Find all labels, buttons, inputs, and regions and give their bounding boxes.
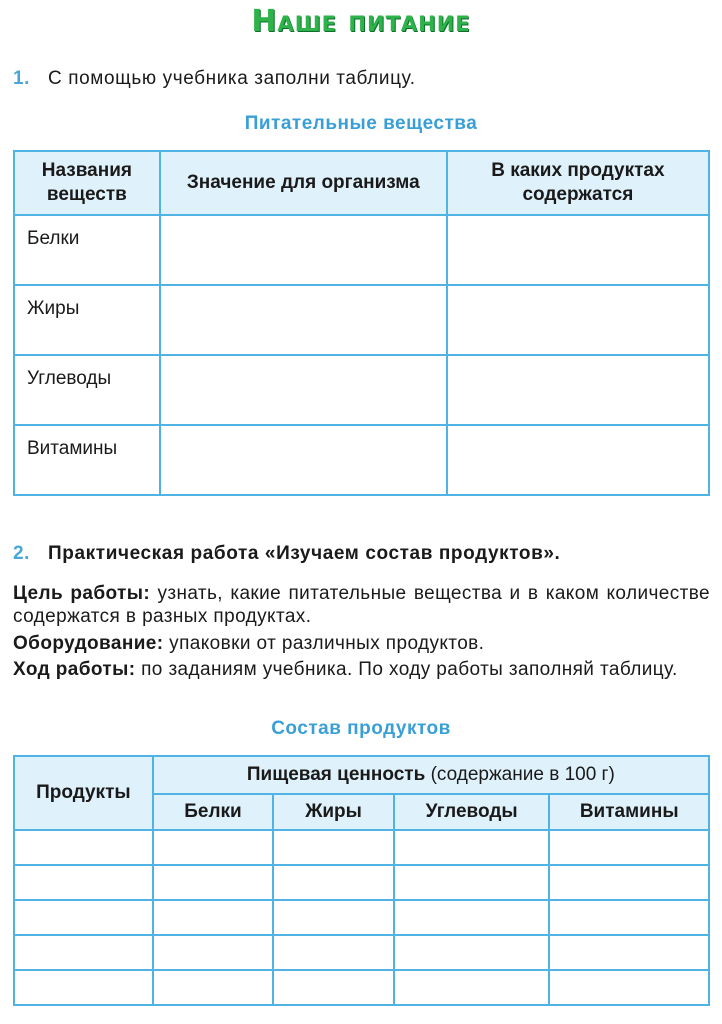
process-paragraph <box>13 658 710 681</box>
input-cell[interactable] <box>153 970 274 1005</box>
input-cell[interactable] <box>394 935 550 970</box>
input-cell[interactable] <box>447 425 709 495</box>
input-cell[interactable] <box>394 865 550 900</box>
nutrients-table <box>13 150 710 496</box>
table-row <box>14 215 709 285</box>
task-2-instruction <box>13 543 560 565</box>
input-cell[interactable] <box>447 285 709 355</box>
goal-text: узнать, какие питательные вещества и в каком количестве содержатся в разных продуктах. <box>13 583 710 627</box>
input-cell[interactable] <box>160 425 447 495</box>
table-1-title: Питательные вещества <box>244 113 478 134</box>
input-cell[interactable] <box>273 935 394 970</box>
header-products: Продукты <box>14 756 153 830</box>
table-row <box>14 900 709 935</box>
input-cell[interactable] <box>273 970 394 1005</box>
header-carbohydrates: Углеводы <box>394 794 550 830</box>
input-cell[interactable] <box>394 830 550 865</box>
task-1-number: 1. <box>13 68 31 89</box>
equipment-paragraph <box>13 632 710 655</box>
equipment-text: упаковки от различных продуктов. <box>169 633 485 654</box>
header-importance: Значение для организма <box>160 151 447 215</box>
row-label-fats: Жиры <box>14 285 160 355</box>
input-cell[interactable] <box>273 830 394 865</box>
input-cell[interactable] <box>153 935 274 970</box>
table-row <box>14 425 709 495</box>
row-label-proteins: Белки <box>14 215 160 285</box>
process-label: Ход работы: <box>13 659 136 680</box>
table-row <box>14 970 709 1005</box>
input-cell[interactable] <box>447 355 709 425</box>
task-2-number: 2. <box>13 543 31 564</box>
row-label-vitamins: Витамины <box>14 425 160 495</box>
header-substance-names: Названия веществ <box>14 151 160 215</box>
input-cell[interactable] <box>14 935 153 970</box>
header-nutritional-value-note: (содержание в 100 г) <box>430 764 615 785</box>
input-cell[interactable] <box>273 900 394 935</box>
header-vitamins: Витамины <box>549 794 709 830</box>
input-cell[interactable] <box>160 285 447 355</box>
input-cell[interactable] <box>160 355 447 425</box>
row-label-carbohydrates: Углеводы <box>14 355 160 425</box>
table-header-row <box>14 756 709 794</box>
header-nutritional-value <box>153 756 709 794</box>
equipment-label: Оборудование: <box>13 633 164 654</box>
table-row <box>14 865 709 900</box>
header-nutritional-value-bold: Пищевая ценность <box>246 764 426 785</box>
input-cell[interactable] <box>549 970 709 1005</box>
goal-paragraph <box>13 582 710 628</box>
input-cell[interactable] <box>153 830 274 865</box>
table-header-row <box>14 151 709 215</box>
header-fats: Жиры <box>273 794 394 830</box>
table-row <box>14 355 709 425</box>
product-composition-table <box>13 755 710 1006</box>
header-proteins: Белки <box>153 794 274 830</box>
input-cell[interactable] <box>549 935 709 970</box>
input-cell[interactable] <box>549 900 709 935</box>
input-cell[interactable] <box>549 830 709 865</box>
input-cell[interactable] <box>549 865 709 900</box>
page-title: Наше питание <box>251 4 471 39</box>
input-cell[interactable] <box>14 865 153 900</box>
goal-label: Цель работы: <box>13 583 151 604</box>
table-2-title: Состав продуктов <box>271 718 451 739</box>
header-found-in: В каких продуктах содержатся <box>447 151 709 215</box>
input-cell[interactable] <box>160 215 447 285</box>
task-2-text: Практическая работа «Изучаем состав продуктов». <box>48 543 561 564</box>
task-1-text: С помощью учебника заполни таблицу. <box>48 68 416 89</box>
input-cell[interactable] <box>273 865 394 900</box>
input-cell[interactable] <box>447 215 709 285</box>
input-cell[interactable] <box>14 970 153 1005</box>
input-cell[interactable] <box>394 900 550 935</box>
process-text: по заданиям учебника. По ходу работы заполняй таблицу. <box>141 659 678 680</box>
table-row <box>14 830 709 865</box>
table-row <box>14 285 709 355</box>
input-cell[interactable] <box>153 865 274 900</box>
input-cell[interactable] <box>14 900 153 935</box>
task-1-instruction <box>13 68 416 90</box>
input-cell[interactable] <box>394 970 550 1005</box>
input-cell[interactable] <box>14 830 153 865</box>
input-cell[interactable] <box>153 900 274 935</box>
table-row <box>14 935 709 970</box>
